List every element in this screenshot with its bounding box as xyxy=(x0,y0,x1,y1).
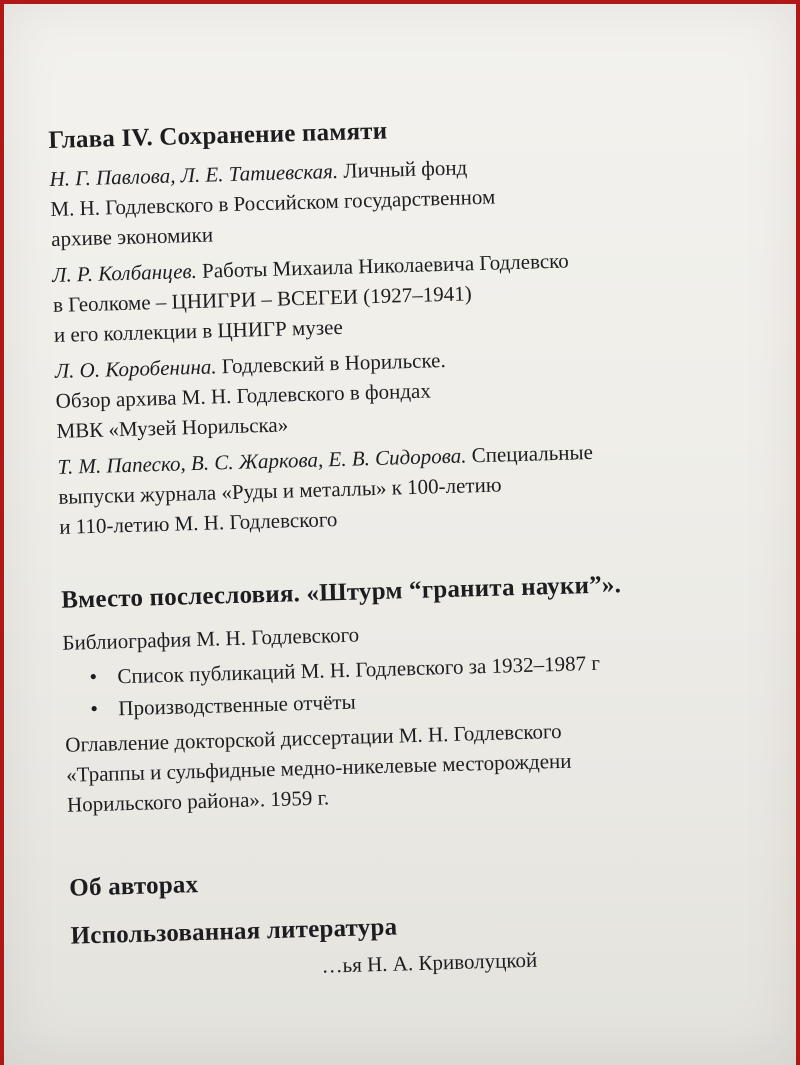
entry-title-line: выпуски журнала «Руды и металлы» к 100-летию xyxy=(58,472,502,509)
entry-title-line: Специальные xyxy=(471,439,594,468)
dissertation-line: Норильского района». 1959 г. xyxy=(66,785,330,817)
entry-authors: Л. О. Коробенина. xyxy=(54,354,217,383)
partial-line: …ья Н. А. Криволуцкой xyxy=(321,947,538,978)
entry-title-line: Годлевский в Норильске. xyxy=(221,347,446,379)
entry-authors: Л. Р. Колбанцев. xyxy=(51,258,198,287)
entry-title-line: МВК «Музей Норильска» xyxy=(56,412,289,443)
entry-title-line: в Геолкоме – ЦНИГРИ – ВСЕГЕИ (1927–1941) xyxy=(52,281,473,317)
toc-entry xyxy=(52,239,796,350)
entry-title-line: и 110-летию М. Н. Годлевского xyxy=(58,507,338,539)
dissertation-line: «Траппы и сульфидные медно-никелевые месторождени xyxy=(65,748,572,787)
bibliography-heading: Библиография М. Н. Годлевского xyxy=(62,622,360,655)
entry-title-line: Работы Михаила Николаевича Годлевско xyxy=(201,248,570,283)
dissertation-line: Оглавление докторской диссертации М. Н. Годлевского xyxy=(65,718,562,757)
entry-title-line: Обзор архива М. Н. Годлевского в фондах xyxy=(55,378,432,413)
entry-authors: Н. Г. Павлова, Л. Е. Татиевская. xyxy=(49,158,339,191)
afterword-title: Вместо послесловия. «Штурм “гранита науки”». xyxy=(60,571,622,614)
about-authors-title: Об авторах xyxy=(68,871,199,902)
list-item: • Список публикаций М. Н. Годлевского за 1932–1987 г xyxy=(63,641,796,694)
toc-entry xyxy=(49,143,796,254)
entry-authors: Т. М. Папеско, В. С. Жаркова, Е. В. Сидорова. xyxy=(57,443,467,479)
chapter-title: Глава IV. Сохранение памяти xyxy=(48,117,388,154)
entry-title-line: М. Н. Годлевского в Российском государственном xyxy=(50,184,496,221)
book-page xyxy=(4,4,796,1065)
entry-title-line: и его коллекции в ЦНИГР музее xyxy=(53,314,344,347)
toc-entry xyxy=(54,335,796,446)
entry-title-line: архиве экономики xyxy=(50,222,214,251)
list-item: • Производственные отчёты xyxy=(64,673,796,726)
literature-title: Использованная литература xyxy=(70,913,398,950)
toc-entry xyxy=(57,431,796,542)
table-of-contents xyxy=(48,103,796,988)
entry-title-line: Личный фонд xyxy=(342,155,468,183)
